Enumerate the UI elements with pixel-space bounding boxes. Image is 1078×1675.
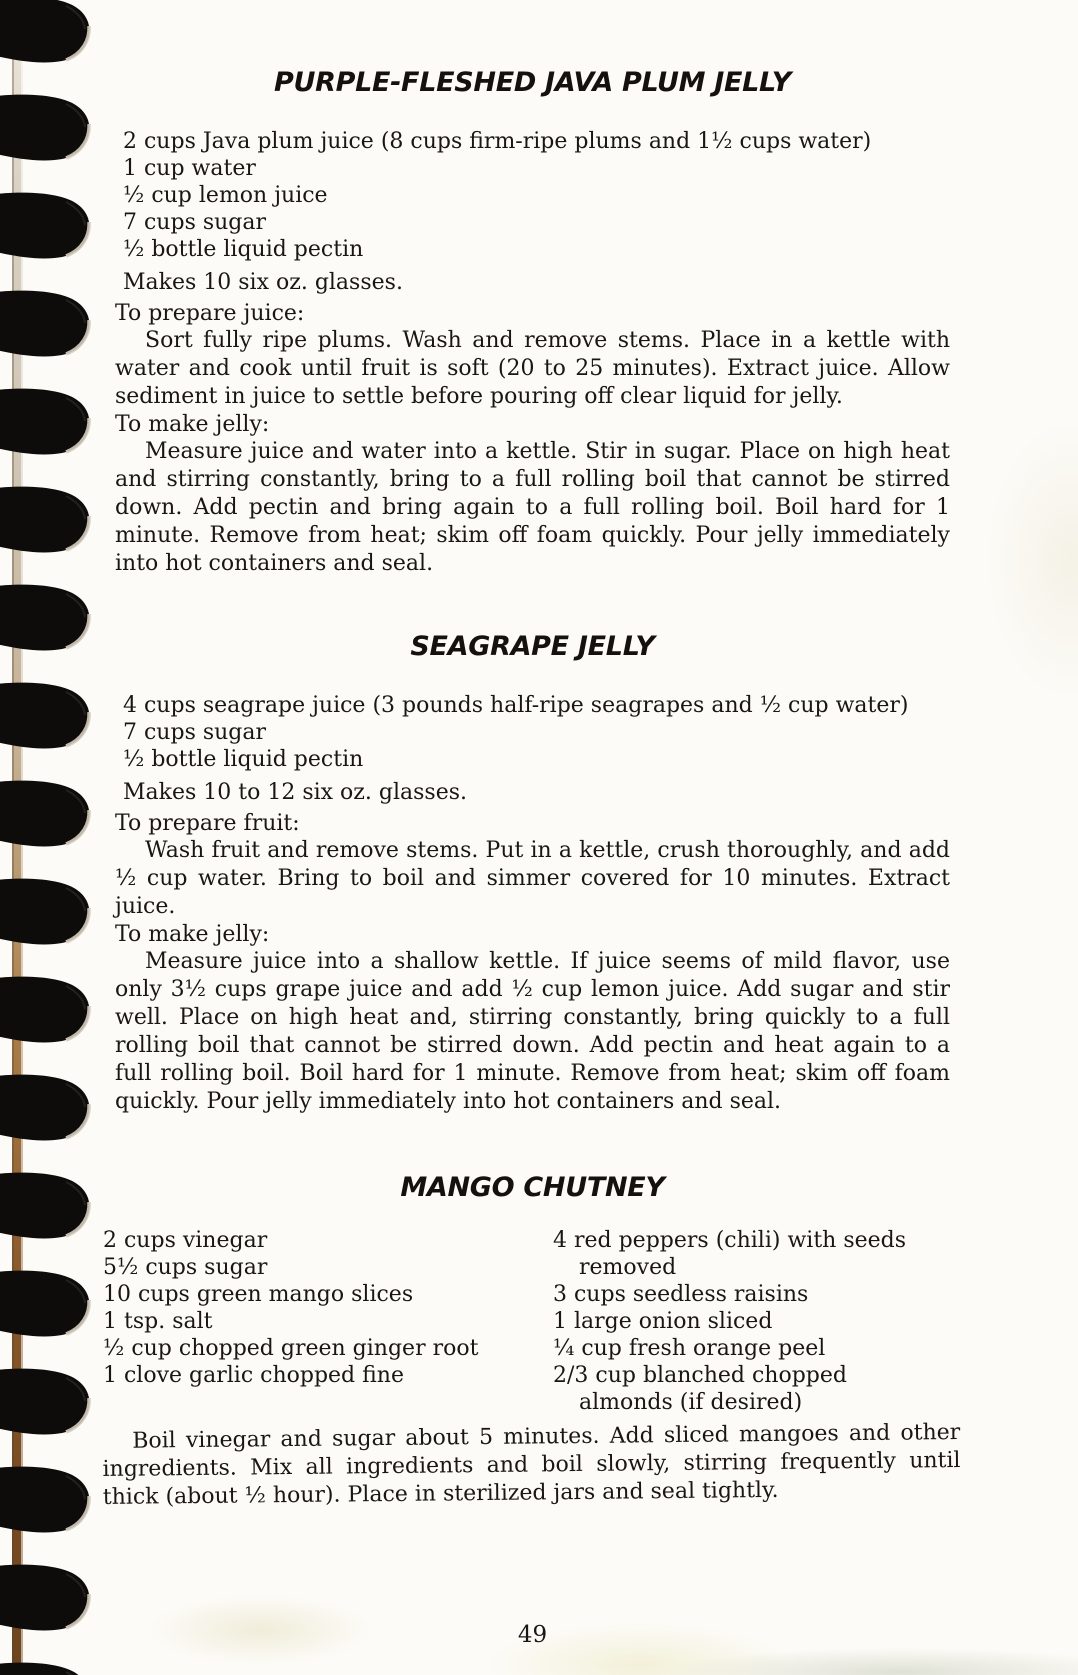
yield-note: Makes 10 to 12 six oz. glasses. xyxy=(123,780,467,805)
ingredient: 10 cups green mango slices xyxy=(103,1282,414,1307)
binding-wire xyxy=(12,0,23,1675)
ingredient: 2 cups vinegar xyxy=(103,1228,268,1253)
ingredient: 2/3 cup blanched chopped almonds (if desired) xyxy=(553,1363,847,1415)
ingredient: 4 cups seagrape juice (3 pounds half-ripe seagrapes and ½ cup water) xyxy=(123,693,909,718)
ingredient: ½ cup lemon juice xyxy=(123,183,328,208)
recipe-directions: Boil vinegar and sugar about 5 minutes. Add sliced mangoes and other ingredients. Mix all ingredients and boil slowly, stirring frequently until thick (about ½ hour). Place in sterilized jars and seal tightly. xyxy=(102,1420,961,1511)
ingredient-list xyxy=(123,692,950,773)
recipe-java-plum-jelly xyxy=(115,66,950,578)
recipe-title: MANGO CHUTNEY xyxy=(400,1172,665,1203)
ingredient: 5½ cups sugar xyxy=(103,1255,268,1280)
recipe-title: PURPLE-FLESHED JAVA PLUM JELLY xyxy=(274,67,791,98)
ingredient: 7 cups sugar xyxy=(123,720,267,745)
page-content xyxy=(102,0,961,1649)
binding-ring xyxy=(0,0,94,66)
binding-ring xyxy=(0,94,94,164)
ingredient-list-right xyxy=(553,1227,925,1416)
binding-ring xyxy=(0,780,94,850)
section-body: Measure juice into a shallow kettle. If juice seems of mild flavor, use only 3½ cups grape juice and add ½ cup lemon juice. Add sugar and stir well. Place on high heat and, stirring constantly, bring quickly to a full rolling boil that cannot be stirred down. Add pectin and heat again to a full rolling boil. Boil hard for 1 minute. Remove from heat; skim off foam quickly. Pour jelly immediately into hot containers and seal. xyxy=(115,949,950,1114)
section-body: Wash fruit and remove stems. Put in a kettle, crush thoroughly, and add ½ cup water. Bring to boil and simmer covered for 10 minutes. Extract juice. xyxy=(115,838,950,919)
ingredient-list xyxy=(123,128,950,263)
binding-ring xyxy=(0,1662,94,1675)
binding-ring xyxy=(0,388,94,458)
ingredient: 1 large onion sliced xyxy=(553,1309,773,1334)
ingredient: 2 cups Java plum juice (8 cups firm-ripe plums and 1½ cups water) xyxy=(123,129,872,154)
binding-ring xyxy=(0,976,94,1046)
binding-ring xyxy=(0,1466,94,1536)
ingredient: 1 clove garlic chopped fine xyxy=(103,1363,404,1388)
recipe-seagrape-jelly xyxy=(115,630,950,1116)
ingredient: ¼ cup fresh orange peel xyxy=(553,1336,826,1361)
section-body: Measure juice and water into a kettle. Stir in sugar. Place on high heat and stirring constantly, bring to a full rolling boil that cannot be stirred down. Add pectin and bring again to a full rolling boil. Boil hard for 1 minute. Remove from heat; skim off foam quickly. Pour jelly immediately into hot containers and seal. xyxy=(115,439,950,576)
binding-ring xyxy=(0,192,94,262)
section-heading: To make jelly: xyxy=(115,412,270,437)
ingredient: ½ bottle liquid pectin xyxy=(123,237,364,262)
ingredient: ½ bottle liquid pectin xyxy=(123,747,364,772)
page-number: 49 xyxy=(517,1622,548,1648)
section-heading: To prepare fruit: xyxy=(115,811,300,836)
recipe-mango-chutney xyxy=(102,1171,961,1512)
section-heading: To prepare juice: xyxy=(115,301,305,326)
binding-ring xyxy=(0,1270,94,1340)
ingredient: 4 red peppers (chili) with seeds removed xyxy=(553,1228,907,1280)
section-body: Sort fully ripe plums. Wash and remove stems. Place in a kettle with water and cook until fruit is soft (20 to 25 minutes). Extract juice. Allow sediment in juice to settle before pouring off clear liquid for jelly. xyxy=(115,328,950,409)
ingredient: 1 tsp. salt xyxy=(103,1309,213,1334)
ingredient: 3 cups seedless raisins xyxy=(553,1282,809,1307)
binding-ring xyxy=(0,682,94,752)
binding-ring xyxy=(0,1074,94,1144)
binding-ring xyxy=(0,486,94,556)
yield-note: Makes 10 six oz. glasses. xyxy=(123,270,403,295)
binding-ring xyxy=(0,1564,94,1634)
ingredient-columns xyxy=(103,1227,950,1416)
binding-ring xyxy=(0,584,94,654)
recipe-title: SEAGRAPE JELLY xyxy=(410,631,655,662)
spiral-binding xyxy=(0,0,110,1675)
binding-ring xyxy=(0,290,94,360)
binding-ring xyxy=(0,1368,94,1438)
ingredient: 7 cups sugar xyxy=(123,210,267,235)
binding-ring xyxy=(0,878,94,948)
binding-ring xyxy=(0,1172,94,1242)
ingredient: 1 cup water xyxy=(123,156,256,181)
section-heading: To make jelly: xyxy=(115,922,270,947)
ingredient-list-left xyxy=(103,1227,553,1416)
ingredient: ½ cup chopped green ginger root xyxy=(103,1336,479,1361)
